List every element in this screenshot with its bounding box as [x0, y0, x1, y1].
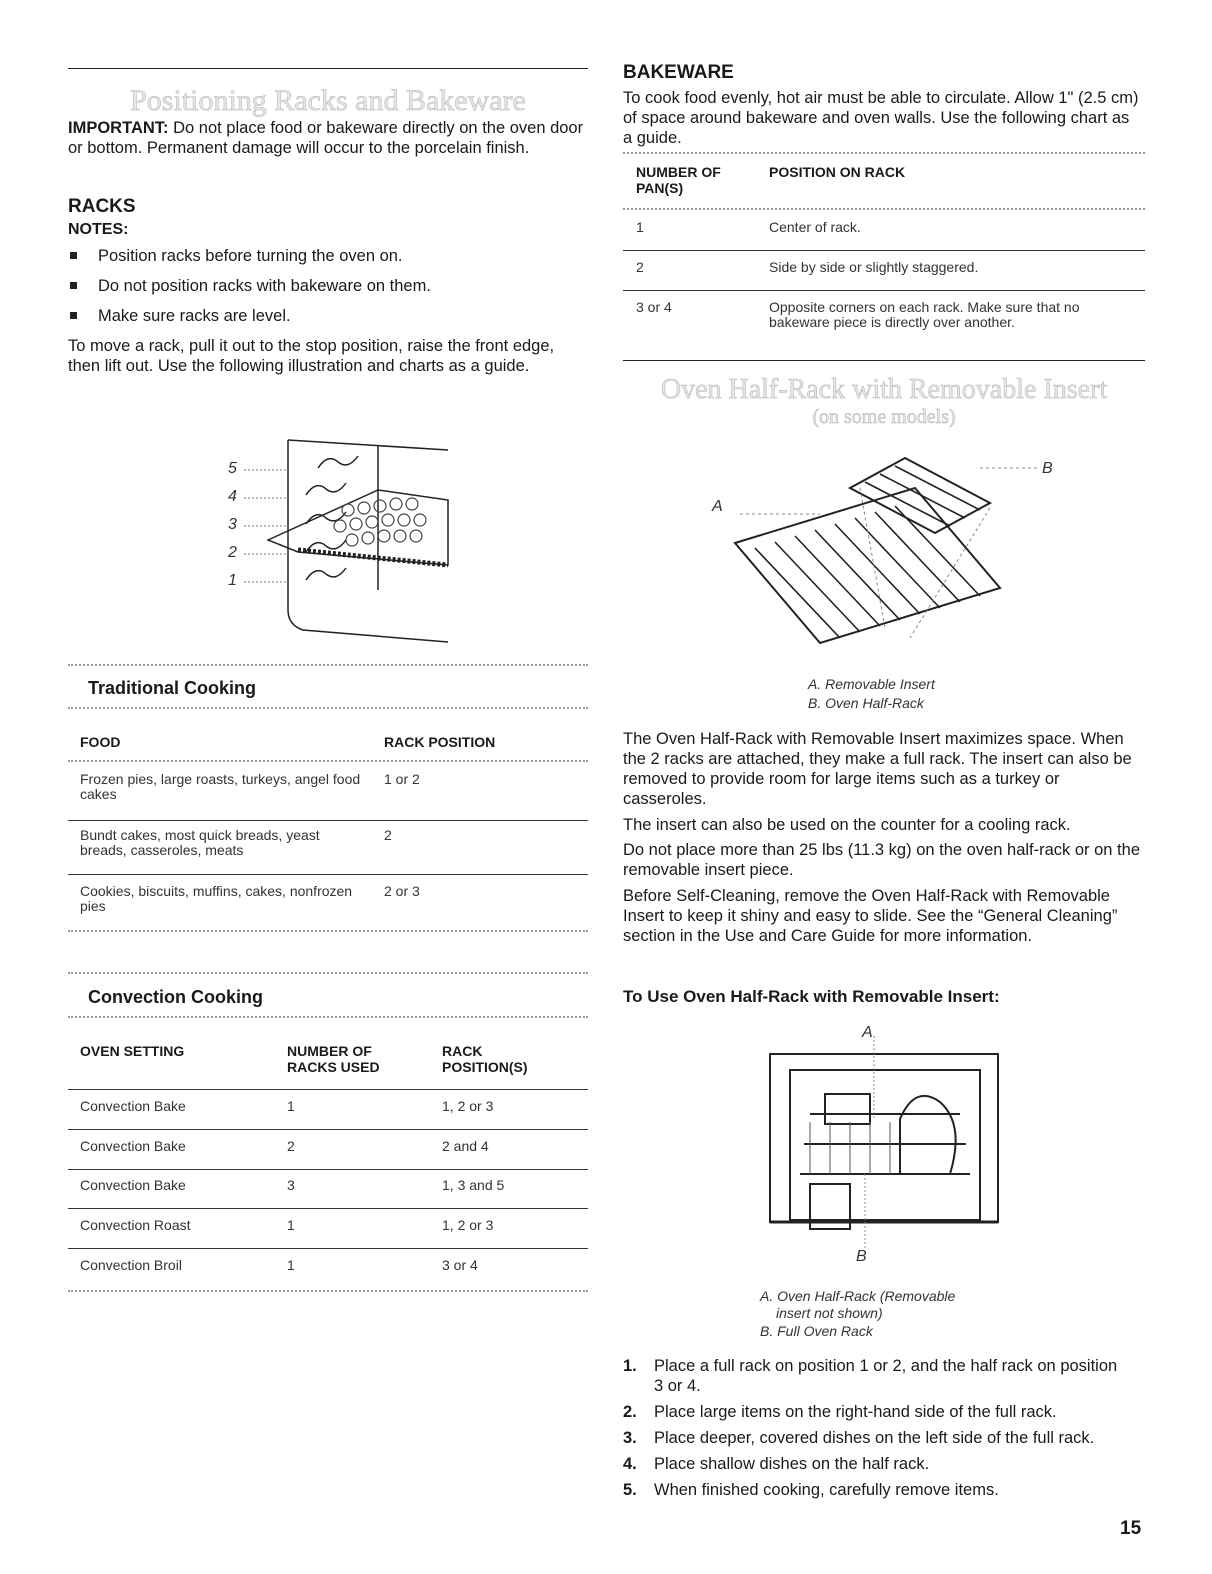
step-number: 1. [623, 1357, 637, 1375]
figure-caption: A. Removable Insert [808, 676, 935, 692]
oven-interior-illustration [770, 1024, 1000, 1274]
important-label: IMPORTANT: [68, 119, 169, 137]
table-row-divider [68, 1089, 588, 1090]
convection-cooking-title: Convection Cooking [88, 987, 263, 1007]
table-header-position-on-rack: POSITION ON RACK [769, 164, 906, 180]
section-top-rule [68, 68, 588, 69]
figure-label-a: A [862, 1024, 873, 1041]
table-row-divider [68, 820, 588, 821]
page-number: 15 [1120, 1518, 1142, 1539]
step-text: When finished cooking, carefully remove items. [654, 1481, 999, 1499]
important-text: Do not place food or bakeware directly on the oven door or bottom. Permanent damage will occur to the porcelain finish. [68, 119, 584, 157]
table-cell-food: Cookies, biscuits, muffins, cakes, nonfrozen pies [80, 883, 353, 914]
step-text: Place deeper, covered dishes on the left side of the full rack. [654, 1429, 1095, 1447]
table-cell-setting: Convection Roast [80, 1217, 191, 1233]
figure-caption: B. Oven Half-Rack [808, 695, 924, 711]
table-cell-racks: 3 [287, 1177, 295, 1193]
figure-caption: B. Full Oven Rack [760, 1323, 873, 1339]
table-rule [623, 152, 1145, 154]
table-cell-setting: Convection Bake [80, 1098, 186, 1114]
step-text: Place a full rack on position 1 or 2, and the half rack on position 3 or 4. [654, 1357, 1118, 1395]
table-cell-racks: 1 [287, 1217, 295, 1233]
bakeware-heading: BAKEWARE [623, 62, 734, 83]
rack-number: 1 [228, 572, 237, 589]
step-number: 3. [623, 1429, 637, 1447]
table-cell-setting: Convection Broil [80, 1257, 182, 1273]
half-rack-paragraph: Do not place more than 25 lbs (11.3 kg) on the oven half-rack or on the removable insert piece. [623, 841, 1140, 879]
table-cell-position: Opposite corners on each rack. Make sure that no bakeware piece is directly over another. [769, 299, 1080, 330]
table-header-rack-position: RACK POSITION [384, 734, 496, 750]
step-text: Place shallow dishes on the half rack. [654, 1455, 930, 1473]
note-item: Make sure racks are level. [98, 307, 291, 325]
table-header-pans: NUMBER OF PAN(S) [636, 164, 721, 196]
table-row-divider [68, 1208, 588, 1209]
section-title: Positioning Racks and Bakeware [130, 84, 526, 117]
bullet-icon [70, 282, 77, 289]
important-note [68, 118, 588, 158]
figure-caption: A. Oven Half-Rack (Removable [760, 1288, 956, 1304]
step-number: 2. [623, 1403, 637, 1421]
table-row-divider [68, 1248, 588, 1249]
half-rack-diagram [700, 448, 1060, 648]
table-cell-positions: 1, 2 or 3 [442, 1098, 494, 1114]
bullet-icon [70, 312, 77, 319]
table-cell-food: Frozen pies, large roasts, turkeys, angel food cakes [80, 771, 361, 802]
use-heading: To Use Oven Half-Rack with Removable Insert: [623, 987, 1000, 1006]
table-cell-racks: 1 [287, 1098, 295, 1114]
half-rack-paragraph: The Oven Half-Rack with Removable Insert maximizes space. When the 2 racks are attached, they make a full rack. The insert can also be removed to provide room for large items such as a turkey or casseroles. [623, 730, 1132, 808]
table-rule [623, 208, 1145, 210]
rack-number: 2 [228, 544, 237, 561]
table-header-number-of-racks: NUMBER OF RACKS USED [287, 1043, 380, 1075]
table-cell-setting: Convection Bake [80, 1138, 186, 1154]
figure-label-a: A [712, 498, 723, 515]
table-cell-pans: 1 [636, 219, 644, 235]
half-rack-paragraph: Before Self-Cleaning, remove the Oven Half-Rack with Removable Insert to keep it shiny and easy to slide. See the “General Cleaning” section in the Use and Care Guide for more information. [623, 887, 1118, 945]
rack-number: 3 [228, 516, 237, 533]
table-row-divider [68, 874, 588, 875]
table-header-oven-setting: OVEN SETTING [80, 1043, 185, 1059]
table-row-divider [68, 1129, 588, 1130]
table-header-food: FOOD [80, 734, 121, 750]
bullet-icon [70, 252, 77, 259]
table-rule [68, 1290, 588, 1292]
table-cell-racks: 1 [287, 1257, 295, 1273]
step-number: 4. [623, 1455, 637, 1473]
oven-interior-diagram [770, 1024, 1000, 1274]
table-rule [68, 664, 588, 666]
step-number: 5. [623, 1481, 637, 1499]
table-rule [68, 1016, 588, 1018]
half-rack-illustration [700, 448, 1060, 648]
figure-label-b: B [1042, 460, 1053, 477]
note-item: Do not position racks with bakeware on them. [98, 277, 431, 295]
table-cell-food: Bundt cakes, most quick breads, yeast breads, casseroles, meats [80, 827, 320, 858]
rack-number: 4 [228, 488, 237, 505]
table-cell-racks: 2 [287, 1138, 295, 1154]
notes-heading: NOTES: [68, 221, 129, 238]
table-cell-setting: Convection Bake [80, 1177, 186, 1193]
table-cell-position: 2 [384, 827, 392, 843]
oven-rack-diagram [228, 440, 458, 650]
traditional-cooking-title: Traditional Cooking [88, 678, 257, 698]
table-row-divider [68, 1169, 588, 1170]
table-cell-position: Side by side or slightly staggered. [769, 259, 979, 275]
half-rack-paragraph: The insert can also be used on the counter for a cooling rack. [623, 816, 1071, 834]
figure-label-b: B [856, 1248, 867, 1265]
table-cell-positions: 1, 3 and 5 [442, 1177, 505, 1193]
table-cell-pans: 2 [636, 259, 644, 275]
figure-caption: insert not shown) [776, 1305, 883, 1321]
table-cell-position: 2 or 3 [384, 883, 420, 899]
rack-positions-illustration [228, 440, 458, 650]
section-top-rule [623, 360, 1145, 361]
table-cell-position: Center of rack. [769, 219, 861, 235]
table-row-divider [623, 290, 1145, 291]
table-cell-positions: 2 and 4 [442, 1138, 489, 1154]
table-rule [68, 707, 588, 709]
move-rack-text: To move a rack, pull it out to the stop position, raise the front edge, then lift out. Use the following illustration and charts as a guide. [68, 337, 555, 375]
table-cell-pans: 3 or 4 [636, 299, 672, 315]
table-rule [68, 972, 588, 974]
table-header-rack-positions: RACK POSITION(S) [442, 1043, 528, 1075]
table-cell-position: 1 or 2 [384, 771, 420, 787]
table-rule [68, 760, 588, 762]
half-rack-title: Oven Half-Rack with Removable Insert [660, 374, 1108, 405]
table-cell-positions: 1, 2 or 3 [442, 1217, 494, 1233]
table-cell-positions: 3 or 4 [442, 1257, 478, 1273]
table-row-divider [623, 250, 1145, 251]
rack-number: 5 [228, 460, 237, 477]
racks-heading: RACKS [68, 196, 136, 217]
step-text: Place large items on the right-hand side of the full rack. [654, 1403, 1057, 1421]
bakeware-text: To cook food evenly, hot air must be able to circulate. Allow 1" (2.5 cm) of space around bakeware and oven walls. Use the following chart as a guide. [623, 89, 1139, 147]
table-rule [68, 930, 588, 932]
half-rack-subtitle: (on some models) [812, 406, 956, 428]
note-item: Position racks before turning the oven on. [98, 247, 403, 265]
